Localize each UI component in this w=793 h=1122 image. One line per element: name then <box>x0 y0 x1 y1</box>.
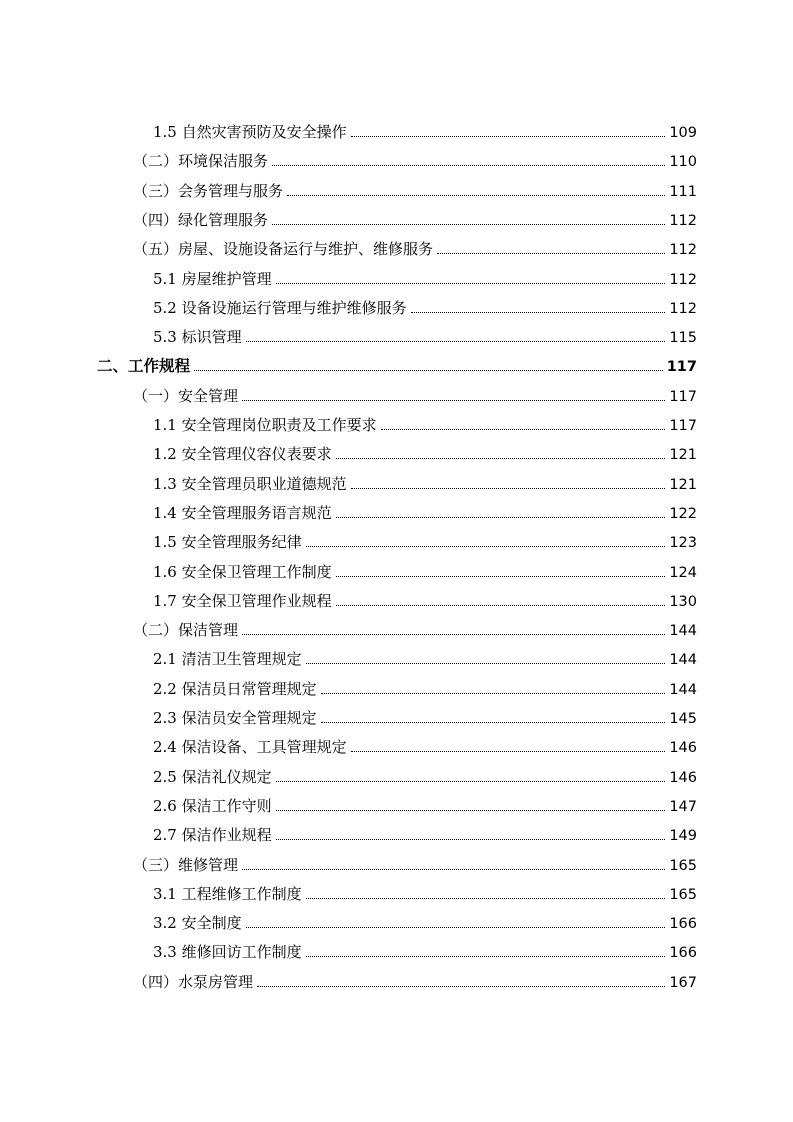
toc-entry[interactable] <box>153 938 697 967</box>
toc-entry[interactable] <box>153 704 697 733</box>
toc-entry[interactable] <box>153 528 697 557</box>
toc-entry[interactable] <box>153 792 697 821</box>
dot-leader <box>306 956 666 957</box>
dot-leader <box>287 195 665 196</box>
toc-entry-page-number: 112 <box>669 300 697 317</box>
toc-entry-page-number: 145 <box>669 711 697 727</box>
toc-entry[interactable] <box>133 235 697 264</box>
toc-entry-page-number: 112 <box>669 271 697 288</box>
dot-leader <box>242 869 665 870</box>
toc-entry-label: 1.5 自然灾害预防及安全操作 <box>153 123 347 141</box>
toc-entry-page-number: 123 <box>669 535 697 552</box>
toc-entry[interactable] <box>133 382 697 411</box>
toc-entry-label: 2.6 保洁工作守则 <box>153 796 272 815</box>
toc-entry[interactable] <box>153 763 697 792</box>
toc-entry[interactable] <box>133 616 697 645</box>
dot-leader <box>242 634 665 635</box>
dot-leader <box>336 458 666 459</box>
dot-leader <box>321 722 666 723</box>
dot-leader <box>194 370 663 371</box>
toc-entry-label: （四）水泵房管理 <box>133 972 254 991</box>
toc-entry[interactable] <box>153 880 697 909</box>
toc-entry[interactable] <box>153 294 697 323</box>
toc-entry-label: 1.6 安全保卫管理工作制度 <box>153 562 332 581</box>
toc-entry-label: （三）会务管理与服务 <box>133 181 284 200</box>
toc-entry-page-number: 144 <box>669 652 697 669</box>
dot-leader <box>272 165 665 166</box>
toc-entry[interactable] <box>133 968 697 997</box>
toc-entry-page-number: 121 <box>669 447 697 464</box>
toc-entry-page-number: 166 <box>669 916 697 933</box>
dot-leader <box>321 693 666 694</box>
toc-entry[interactable] <box>153 323 697 352</box>
toc-entry-label: （一）安全管理 <box>133 386 239 405</box>
toc-entry[interactable] <box>133 177 697 206</box>
dot-leader <box>276 781 666 782</box>
toc-entry-label: 5.3 标识管理 <box>153 328 242 347</box>
toc-entry-page-number: 167 <box>669 974 697 991</box>
toc-entry-label: （五）房屋、设施设备运行与维护、维修服务 <box>133 240 434 259</box>
dot-leader <box>381 429 666 430</box>
dot-leader <box>336 576 666 577</box>
dot-leader <box>437 253 665 254</box>
toc-entry-label: 3.3 维修回访工作制度 <box>153 943 302 962</box>
toc-entry-label: 3.1 工程维修工作制度 <box>153 884 302 903</box>
toc-entry-page-number: 117 <box>669 388 697 405</box>
toc-entry-page-number: 112 <box>669 212 697 229</box>
toc-entry-label: 1.4 安全管理服务语言规范 <box>153 503 332 522</box>
toc-entry[interactable] <box>153 440 697 469</box>
toc-entry-label: 1.7 安全保卫管理作业规程 <box>153 591 332 610</box>
toc-entry[interactable] <box>153 499 697 528</box>
toc-entry-label: 5.2 设备设施运行管理与维护维修服务 <box>153 298 407 317</box>
toc-entry[interactable] <box>153 733 697 762</box>
toc-entry-page-number: 115 <box>669 330 697 347</box>
toc-entry-label: 1.3 安全管理员职业道德规范 <box>153 474 347 493</box>
toc-entry-page-number: 144 <box>669 623 697 640</box>
toc-entry-page-number: 149 <box>669 828 697 845</box>
toc-entry[interactable] <box>133 147 697 176</box>
toc-entry-page-number: 144 <box>669 681 697 698</box>
toc-entry-page-number: 122 <box>669 505 697 522</box>
dot-leader <box>306 663 666 664</box>
toc-entry-label: 2.3 保洁员安全管理规定 <box>153 709 317 727</box>
toc-entry-label: 1.2 安全管理仪容仪表要求 <box>153 445 332 464</box>
toc-entry-page-number: 166 <box>669 945 697 962</box>
toc-entry[interactable] <box>133 851 697 880</box>
toc-entry-page-number: 109 <box>669 125 697 141</box>
toc-entry-page-number: 124 <box>669 564 697 581</box>
dot-leader <box>257 986 665 987</box>
toc-entry-label: 2.2 保洁员日常管理规定 <box>153 679 317 698</box>
toc-entry-label: 3.2 安全制度 <box>153 914 242 933</box>
toc-entry[interactable] <box>153 470 697 499</box>
toc-entry-label: 5.1 房屋维护管理 <box>153 269 272 288</box>
dot-leader <box>351 488 666 489</box>
toc-entry-label: （二）保洁管理 <box>133 621 239 640</box>
toc-entry-label: 2.5 保洁礼仪规定 <box>153 767 272 786</box>
dot-leader <box>411 312 666 313</box>
toc-entry-label: 2.7 保洁作业规程 <box>153 826 272 845</box>
dot-leader <box>336 605 666 606</box>
dot-leader <box>276 839 666 840</box>
toc-entry[interactable] <box>153 411 697 440</box>
toc-entry-page-number: 111 <box>669 183 697 200</box>
toc-entry[interactable] <box>153 909 697 938</box>
toc-entry-page-number: 117 <box>666 359 697 376</box>
dot-leader <box>246 341 666 342</box>
toc-entry-page-number: 130 <box>669 593 697 610</box>
toc-entry[interactable] <box>153 558 697 587</box>
dot-leader <box>272 224 665 225</box>
toc-entry[interactable] <box>153 265 697 294</box>
toc-entry-label: 1.1 安全管理岗位职责及工作要求 <box>153 416 377 434</box>
toc-entry-page-number: 165 <box>669 857 697 874</box>
toc-entry-label: 二、工作规程 <box>97 357 191 376</box>
dot-leader <box>242 400 665 401</box>
toc-entry[interactable] <box>153 587 697 616</box>
dot-leader <box>336 517 666 518</box>
toc-entry-page-number: 147 <box>669 798 697 815</box>
toc-entry-label: 1.5 安全管理服务纪律 <box>153 533 302 552</box>
toc-entry[interactable] <box>133 206 697 235</box>
toc-entry-label: 2.4 保洁设备、工具管理规定 <box>153 738 347 757</box>
dot-leader <box>351 136 666 137</box>
dot-leader <box>276 810 666 811</box>
toc-entry[interactable] <box>153 118 697 147</box>
dot-leader <box>246 927 666 928</box>
toc-entry-label: 2.1 清洁卫生管理规定 <box>153 650 302 669</box>
toc-entry[interactable] <box>97 352 697 381</box>
toc-entry[interactable] <box>153 821 697 850</box>
dot-leader <box>276 283 666 284</box>
toc-entry-page-number: 110 <box>669 154 697 171</box>
toc-entry[interactable] <box>153 675 697 704</box>
toc-entry-label: （三）维修管理 <box>133 855 239 874</box>
dot-leader <box>306 546 666 547</box>
toc-entry-page-number: 112 <box>669 242 697 259</box>
toc-entry-label: （二）环境保洁服务 <box>133 152 269 171</box>
toc-entry-page-number: 146 <box>669 769 697 786</box>
dot-leader <box>351 751 666 752</box>
toc-entry-page-number: 165 <box>669 886 697 903</box>
toc-entry-page-number: 146 <box>669 740 697 757</box>
toc-entry[interactable] <box>153 645 697 674</box>
dot-leader <box>306 898 666 899</box>
toc-entry-label: （四）绿化管理服务 <box>133 210 269 229</box>
toc-entry-page-number: 117 <box>669 418 697 434</box>
toc-entry-page-number: 121 <box>669 476 697 493</box>
